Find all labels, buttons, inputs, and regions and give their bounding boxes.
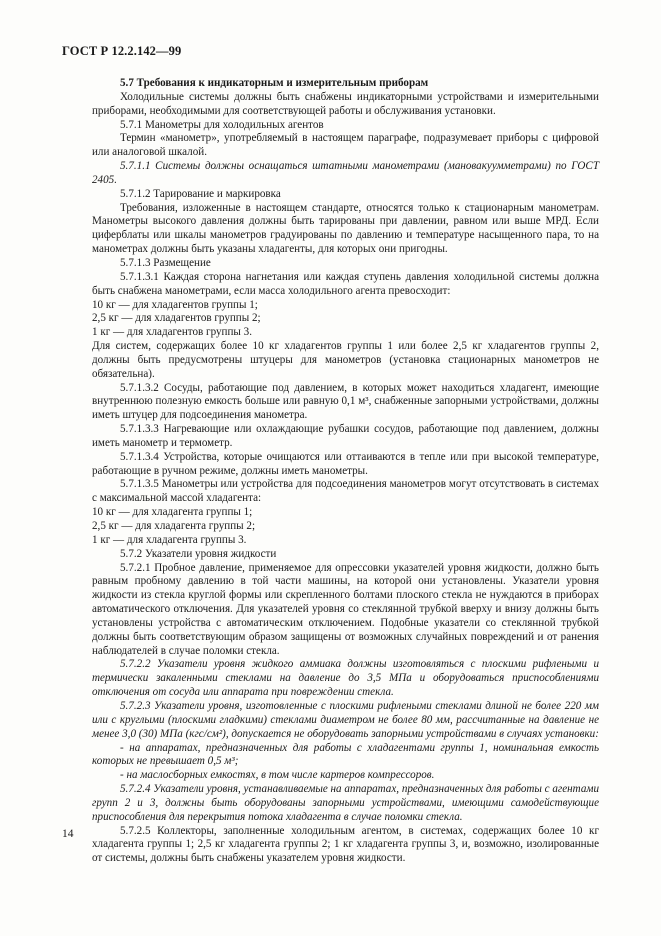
paragraph: 5.7.2.1 Пробное давление, применяемое для опрессовки указателей уровня жидкости, должно быть равным пробному давлению в той части машины, на которой они установлены. Указатели уровня жидкости из стекла круглой формы или скрепленного болтами плоского стекла не нуждаются в приборах автоматического отключения. Для указателей уровня со стеклянной трубкой вверху и внизу должны быть установлены устройства с автоматическим отключением. Подобные указатели со стеклянной трубкой должны быть соответствующим образом защищены от возможных случайных повреждений и от ранения наблюдателей в случае поломки стекла. [92,561,599,657]
paragraph: 5.7.2.3 Указатели уровня, изготовленные с плоскими рифлеными стеклами длиной не более 220 мм или с круглыми (плоскими гладкими) стеклами диаметром не более 80 мм, рассчитанные на давление не менее 3,0 (30) МПа (кгс/см²), допускается не оборудовать запорными устройствами в случаях установки: [92,699,599,740]
list-item: - на аппаратах, предназначенных для работы с хладагентами группы 1, номинальная емкость которых не превышает 0,5 м³; [92,741,599,768]
subsection-heading: 5.7.1.2 Тарирование и маркировка [120,187,281,200]
list-item: 2,5 кг — для хладагента группы 2; [92,520,256,532]
paragraph: 5.7.1.3.5 Манометры или устройства для подсоединения манометров могут отсутствовать в системах с максимальной массой хладагента: [92,478,599,505]
subsection-heading: 5.7.1.3 Размещение [120,256,211,269]
list-item: - на маслосборных емкостях, в том числе картеров компрессоров. [120,769,435,782]
paragraph: 5.7.2.5 Коллекторы, заполненные холодильным агентом, в системах, содержащих более 10 кг хладагента группы 1; 2,5 кг хладагента группы 2; 1 кг хладагента группы 3, и, возможно, изолированные от системы, должны быть снабжены указателем уровня жидкости. [92,824,599,865]
document-header: ГОСТ Р 12.2.142—99 [62,44,182,58]
list-item: 1 кг — для хладагентов группы 3. [92,326,252,339]
paragraph: 5.7.1.3.1 Каждая сторона нагнетания или каждая ступень давления холодильной системы должна быть снабжена манометрами, если масса холодильного агента превосходит: [92,270,599,297]
paragraph: Требования, изложенные в настоящем стандарте, относятся только к стационарным манометрам. Манометры высокого давления должны быть тарированы при давлении, равном или выше МРД. Если циферблаты или шкалы манометров градуированы по давлению и температуре насыщенного пара, то на манометрах должны быть указаны хладагенты, для которых они пригодны. [92,201,599,256]
section-title: 5.7 Требования к индикаторным и измерительным приборам [120,77,429,89]
list-item: 2,5 кг — для хладагентов группы 2; [92,312,261,325]
paragraph: 5.7.1.3.3 Нагревающие или охлаждающие рубашки сосудов, работающие под давлением, должны иметь манометр и термометр. [92,423,599,449]
paragraph: Для систем, содержащих более 10 кг хладагентов группы 1 или более 2,5 кг хладагентов группы 2, должны быть предусмотрены штуцеры для манометров (установка стационарных манометров не обязательна). [92,340,599,380]
paragraph: Холодильные системы должны быть снабжены индикаторными устройствами и измерительными приборами, необходимыми для соответствующей работы и обслуживания установки. [92,90,599,117]
subsection-heading: 5.7.1 Манометры для холодильных агентов [120,118,324,131]
paragraph: Термин «манометр», употребляемый в настоящем параграфе, подразумевает приборы с цифровой или аналоговой шкалой. [92,132,599,159]
paragraph: 5.7.2.2 Указатели уровня жидкого аммиака должны изготовляться с плоскими рифлеными и термически закаленными стеклами на давление до 3,5 МПа и оборудоваться приспособлениями отключения от сосуда или аппарата при повреждении стекла. [92,658,599,699]
list-item: 10 кг — для хладагента группы 1; [92,506,253,519]
paragraph: 5.7.1.1 Системы должны оснащаться штатными манометрами (мановакуумметрами) по ГОСТ 2405. [92,160,599,186]
list-item: 10 кг — для хладагентов группы 1; [92,298,258,311]
document-body [92,73,599,866]
subsection-heading: 5.7.2 Указатели уровня жидкости [120,547,277,560]
paragraph: 5.7.2.4 Указатели уровня, устанавливаемые на аппаратах, предназначенных для работы с агентами групп 2 и 3, должны быть оборудованы запорными устройствами, имеющими самодействующие приспособления для перекрытия потока хладагента в случае поломки стекла. [92,783,599,823]
paragraph: 5.7.1.3.4 Устройства, которые очищаются или оттаиваются в тепле или при высокой температуре, работающие в ручном режиме, должны иметь манометры. [92,450,599,477]
page-number: 14 [62,828,74,840]
list-item: 1 кг — для хладагента группы 3. [92,533,247,546]
paragraph: 5.7.1.3.2 Сосуды, работающие под давлением, в которых может находиться хладагент, имеющие внутреннюю полезную емкость больше или равную 0,1 м³, снабженные запорными устройствами, должны иметь штуцер для подсоединения манометра. [92,381,599,422]
